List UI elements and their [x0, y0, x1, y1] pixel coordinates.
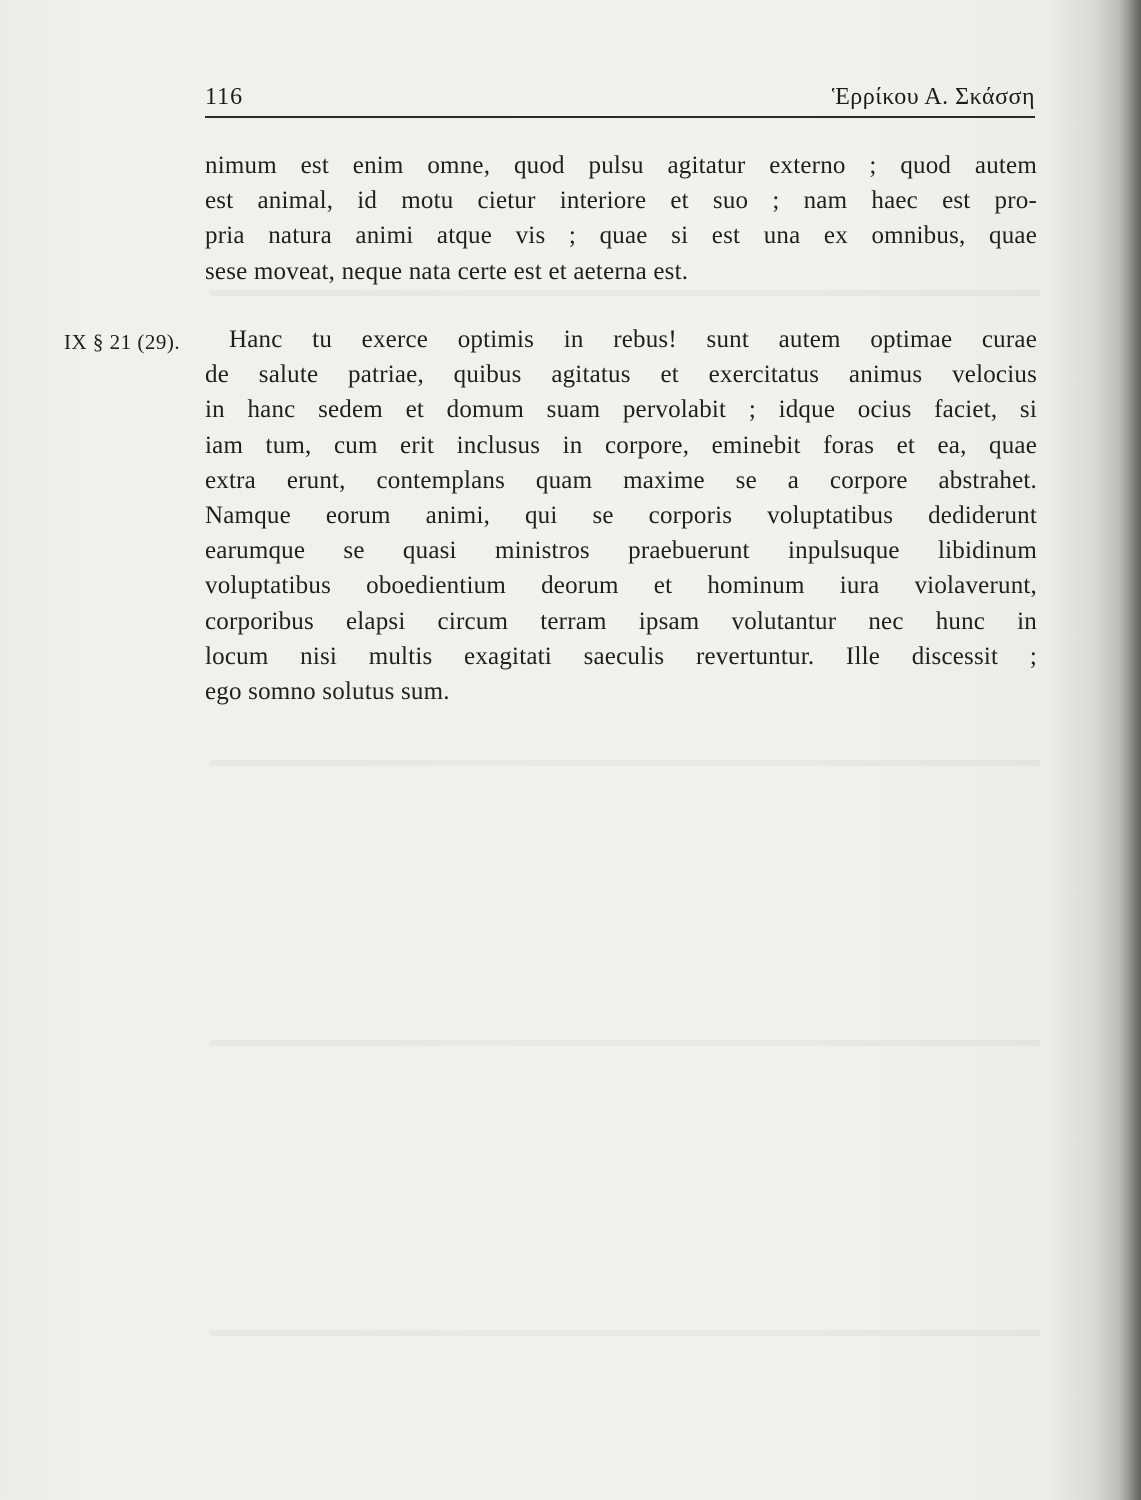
page-number: 116 — [205, 84, 244, 110]
paragraph-1 — [205, 148, 1037, 289]
text-line: ego somno solutus sum. — [205, 677, 450, 705]
text-line: in hanc sedem et domum suam pervolabit ; idque ocius faciet, si — [205, 396, 1037, 424]
page-header — [205, 84, 1035, 114]
text-line: Namque eorum animi, qui se corporis voluptatibus dediderunt — [205, 501, 1037, 529]
text-line: earumque se quasi ministros praebuerunt inpulsuque libidinum — [205, 537, 1037, 565]
text-line: nimum est enim omne, quod pulsu agitatur externo ; quod autem — [205, 152, 1037, 179]
section-label: IX § 21 (29). — [64, 330, 181, 354]
header-rule — [205, 116, 1035, 118]
text-line: iam tum, cum erit inclusus in corpore, eminebit foras et ea, quae — [205, 431, 1037, 459]
paragraph-2 — [205, 322, 1037, 709]
text-line: pria natura animi atque vis ; quae si est una ex omnibus, quae — [205, 222, 1037, 250]
text-line: sese moveat, neque nata certe est et aeterna est. — [205, 257, 689, 285]
bleed-through-shadow — [210, 290, 1040, 296]
text-line: corporibus elapsi circum terram ipsam volutantur nec hunc in — [205, 607, 1037, 635]
text-line: de salute patriae, quibus agitatus et exercitatus animus velocius — [205, 361, 1037, 389]
bleed-through-shadow — [210, 760, 1040, 766]
text-line: voluptatibus oboedientium deorum et hominum iura violaverunt, — [205, 572, 1037, 600]
text-line: extra erunt, contemplans quam maxime se a corpore abstrahet. — [205, 466, 1037, 494]
text-line: Hanc tu exerce optimis in rebus! sunt autem optimae curae — [229, 326, 1037, 353]
text-line: est animal, id motu cietur interiore et suo ; nam haec est pro- — [205, 187, 1037, 215]
running-head: Ἑρρίκου Α. Σκάσση — [831, 84, 1035, 110]
bleed-through-shadow — [210, 1330, 1040, 1336]
page-edge-shadow — [1119, 0, 1141, 1500]
bleed-through-shadow — [210, 1040, 1040, 1046]
text-line: locum nisi multis exagitati saeculis revertuntur. Ille discessit ; — [205, 642, 1037, 670]
